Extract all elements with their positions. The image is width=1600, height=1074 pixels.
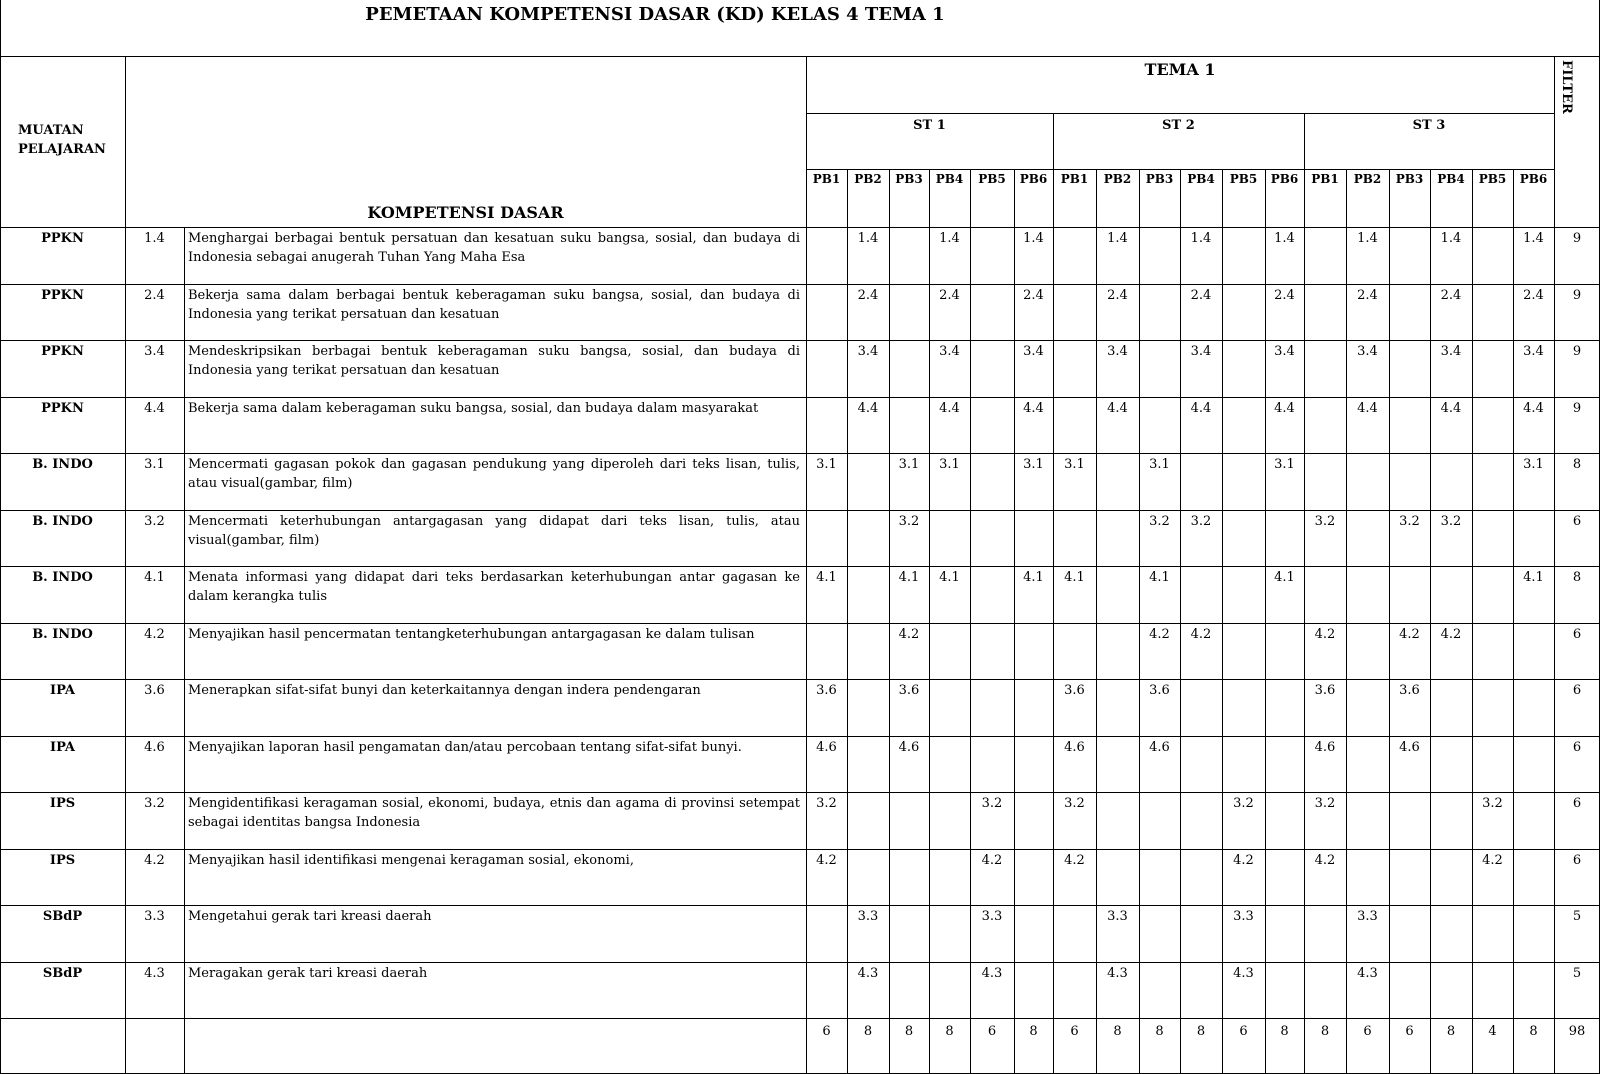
pb-value-cell: 3.2: [1482, 796, 1503, 811]
kd-description-cell: Menyajikan hasil identifikasi mengenai keragaman sosial, ekonomi,: [188, 853, 634, 868]
pb-value-cell: 4.2: [1399, 627, 1420, 642]
total-count-cell: 6: [987, 1024, 997, 1039]
total-count-cell: 8: [945, 1024, 954, 1039]
pb-value-cell: 4.2: [816, 853, 837, 868]
pb-value-cell: 3.1: [1149, 457, 1170, 472]
pb-value-cell: 3.6: [1314, 683, 1336, 698]
pb-value-cell: 4.2: [1314, 853, 1336, 868]
pb-value-cell: 1.4: [1357, 231, 1378, 246]
pb-value-cell: 3.3: [857, 909, 879, 924]
pb-column-header: PB5: [1229, 172, 1258, 186]
pb-value-cell: 3.1: [1274, 457, 1295, 472]
filter-count-cell: 9: [1572, 401, 1582, 416]
grid-line: [0, 284, 1600, 285]
kd-code-cell: 3.3: [144, 909, 165, 924]
kd-code-cell: 1.4: [144, 231, 165, 246]
grid-line: [0, 227, 1600, 228]
kd-code-cell: 4.6: [144, 740, 165, 755]
pb-value-cell: 4.4: [857, 401, 879, 416]
total-count-cell: 6: [1363, 1024, 1372, 1039]
filter-count-cell: 5: [1572, 966, 1582, 981]
kd-code-cell: 3.4: [144, 344, 165, 359]
pb-value-cell: 3.2: [1190, 514, 1212, 529]
pb-value-cell: 4.3: [1357, 966, 1378, 981]
grid-line: [0, 623, 1600, 624]
grid-line: [0, 962, 1600, 963]
total-count-cell: 8: [1155, 1024, 1164, 1039]
pb-column-header: PB5: [1478, 172, 1507, 186]
total-count-cell: 8: [1113, 1024, 1122, 1039]
subject-cell: IPS: [49, 796, 76, 811]
pb-value-cell: 4.3: [1107, 966, 1128, 981]
pb-column-header: PB3: [1395, 172, 1424, 186]
pb-column-header: PB6: [1019, 172, 1048, 186]
grid-line: [0, 792, 1600, 793]
kompetensi-dasar-header: KOMPETENSI DASAR: [367, 203, 564, 222]
pb-value-cell: 3.3: [981, 909, 1003, 924]
subject-cell: IPS: [49, 853, 76, 868]
pb-value-cell: 3.2: [981, 796, 1003, 811]
total-count-cell: 4: [1488, 1024, 1497, 1039]
pb-value-cell: 1.4: [1107, 231, 1128, 246]
pb-value-cell: 4.2: [1149, 627, 1170, 642]
pb-value-cell: 4.3: [1233, 966, 1254, 981]
total-count-cell: 6: [822, 1024, 831, 1039]
pb-value-cell: 2.4: [1023, 288, 1044, 303]
subject-cell: SBdP: [42, 966, 83, 981]
grid-line: [1472, 169, 1473, 1073]
pb-value-cell: 2.4: [857, 288, 879, 303]
kd-description-cell: Mendeskripsikan berbagai bentuk keberagaman suku bangsa, sosial, dan budaya di Indonesia yang terikat persatuan dan kesatuan: [188, 344, 800, 378]
grid-line: [0, 849, 1600, 850]
subject-cell: B. INDO: [32, 627, 93, 642]
pb-value-cell: 4.2: [1482, 853, 1503, 868]
pb-value-cell: 3.3: [1233, 909, 1254, 924]
filter-count-cell: 6: [1572, 796, 1582, 811]
total-count-cell: 8: [1320, 1024, 1330, 1039]
page-title: PEMETAAN KOMPETENSI DASAR (KD) KELAS 4 TEMA 1: [365, 4, 945, 25]
pb-value-cell: 3.4: [1440, 344, 1462, 359]
pb-value-cell: 4.6: [898, 740, 920, 755]
pb-value-cell: 2.4: [1107, 288, 1128, 303]
pb-value-cell: 4.1: [1274, 570, 1295, 585]
grid-line: [806, 56, 807, 1073]
filter-count-cell: 9: [1572, 344, 1582, 359]
pb-value-cell: 4.2: [1190, 627, 1212, 642]
grid-line: [1139, 169, 1140, 1073]
pb-value-cell: 3.2: [1440, 514, 1462, 529]
filter-count-cell: 6: [1572, 853, 1582, 868]
pb-value-cell: 3.2: [1314, 796, 1336, 811]
pb-value-cell: 4.2: [1064, 853, 1085, 868]
filter-count-cell: 6: [1572, 627, 1582, 642]
total-count-cell: 6: [1405, 1024, 1414, 1039]
pb-value-cell: 3.2: [1399, 514, 1420, 529]
pb-value-cell: 3.2: [898, 514, 920, 529]
kd-description-cell: Menyajikan hasil pencermatan tentangketerhubungan antargagasan ke dalam tulisan: [188, 627, 755, 642]
filter-count-cell: 6: [1572, 514, 1582, 529]
pb-value-cell: 4.6: [1314, 740, 1336, 755]
pb-value-cell: 4.4: [1357, 401, 1378, 416]
pb-value-cell: 3.2: [1149, 514, 1170, 529]
subtema-header: ST 2: [1162, 118, 1195, 133]
kd-description-cell: Mengetahui gerak tari kreasi daerah: [188, 909, 432, 924]
pb-value-cell: 1.4: [939, 231, 960, 246]
filter-count-cell: 9: [1572, 288, 1582, 303]
grid-line: [806, 113, 1554, 114]
total-count-cell: 8: [1196, 1024, 1206, 1039]
pb-value-cell: 1.4: [1440, 231, 1462, 246]
grid-line: [0, 736, 1600, 737]
pb-value-cell: 3.4: [939, 344, 960, 359]
total-count-cell: 8: [1029, 1024, 1038, 1039]
pb-value-cell: 4.4: [1440, 401, 1462, 416]
pb-value-cell: 4.4: [1023, 401, 1044, 416]
pb-value-cell: 3.1: [1064, 457, 1085, 472]
subject-cell: PPKN: [41, 231, 84, 246]
grid-line: [0, 340, 1600, 341]
kd-code-cell: 4.1: [144, 570, 165, 585]
pb-value-cell: 4.1: [898, 570, 920, 585]
pb-value-cell: 1.4: [1023, 231, 1044, 246]
filter-header: FILTER: [1559, 60, 1574, 114]
pb-column-header: PB2: [854, 172, 882, 186]
kd-description-cell: Menata informasi yang didapat dari teks berdasarkan keterhubungan antar gagasan ke dalam kerangka tulis: [188, 570, 800, 604]
pb-value-cell: 4.1: [1149, 570, 1170, 585]
kd-code-cell: 3.6: [144, 683, 165, 698]
grid-line: [0, 1018, 1600, 1019]
pb-value-cell: 1.4: [1523, 231, 1544, 246]
filter-count-cell: 6: [1572, 740, 1582, 755]
filter-count-cell: 5: [1572, 909, 1582, 924]
pb-value-cell: 4.2: [1314, 627, 1336, 642]
grid-line: [889, 169, 890, 1073]
pb-value-cell: 4.3: [857, 966, 879, 981]
pb-value-cell: 4.6: [1399, 740, 1420, 755]
total-count-cell: 8: [1280, 1024, 1289, 1039]
kd-description-cell: Bekerja sama dalam keberagaman suku bangsa, sosial, dan budaya dalam masyarakat: [188, 401, 759, 416]
kd-code-cell: 3.1: [144, 457, 165, 472]
pb-value-cell: 2.4: [1190, 288, 1212, 303]
pb-value-cell: 3.6: [1149, 683, 1170, 698]
pb-value-cell: 3.4: [1357, 344, 1378, 359]
pb-value-cell: 4.3: [981, 966, 1003, 981]
pb-value-cell: 3.2: [1233, 796, 1254, 811]
pb-value-cell: 4.4: [1523, 401, 1544, 416]
subject-cell: B. INDO: [32, 570, 93, 585]
pb-value-cell: 4.1: [939, 570, 960, 585]
grid-line: [0, 510, 1600, 511]
subject-cell: IPA: [50, 740, 75, 755]
filter-count-cell: 6: [1572, 683, 1582, 698]
kd-code-cell: 4.2: [144, 853, 165, 868]
pb-value-cell: 4.4: [939, 401, 960, 416]
grid-line: [1053, 113, 1054, 1073]
grid-line: [970, 169, 971, 1073]
pb-value-cell: 3.4: [1023, 344, 1044, 359]
pb-value-cell: 3.1: [816, 457, 837, 472]
pb-value-cell: 4.2: [1233, 853, 1254, 868]
pb-value-cell: 2.4: [1274, 288, 1295, 303]
kd-description-cell: Mencermati gagasan pokok dan gagasan pendukung yang diperoleh dari teks lisan, tulis, atau visual(gambar, film): [188, 457, 800, 491]
grid-line: [0, 566, 1600, 567]
kd-description-cell: Menghargai berbagai bentuk persatuan dan kesatuan suku bangsa, sosial, dan budaya di Indonesia sebagai anugerah Tuhan Yang Maha Esa: [188, 231, 800, 265]
grid-line: [0, 397, 1600, 398]
pb-column-header: PB6: [1519, 172, 1548, 186]
kd-description-cell: Menerapkan sifat-sifat bunyi dan keterkaitannya dengan indera pendengaran: [188, 683, 701, 698]
grid-line: [0, 679, 1600, 680]
pb-value-cell: 4.4: [1190, 401, 1212, 416]
total-count-cell: 8: [1529, 1024, 1538, 1039]
subject-cell: IPA: [50, 683, 75, 698]
pb-value-cell: 4.6: [816, 740, 837, 755]
grid-line: [0, 56, 1600, 57]
kd-code-cell: 3.2: [144, 796, 165, 811]
grand-total-cell: 98: [1568, 1024, 1586, 1039]
kd-description-cell: Menyajikan laporan hasil pengamatan dan/atau percobaan tentang sifat-sifat bunyi.: [188, 740, 742, 755]
muatan-pelajaran-header: MUATAN PELAJARAN: [18, 123, 106, 157]
pb-value-cell: 4.6: [1149, 740, 1170, 755]
tema-header: TEMA 1: [1144, 60, 1216, 79]
kd-code-cell: 4.3: [144, 966, 165, 981]
subject-cell: PPKN: [41, 401, 84, 416]
kd-code-cell: 4.4: [144, 401, 165, 416]
subject-cell: PPKN: [41, 344, 84, 359]
pb-value-cell: 3.1: [898, 457, 920, 472]
grid-line: [1222, 169, 1223, 1073]
pb-value-cell: 4.6: [1064, 740, 1085, 755]
pb-value-cell: 4.1: [816, 570, 837, 585]
grid-line: [1389, 169, 1390, 1073]
pb-value-cell: 2.4: [939, 288, 960, 303]
pb-value-cell: 4.1: [1064, 570, 1085, 585]
pb-column-header: PB1: [812, 172, 841, 186]
pb-value-cell: 4.4: [1107, 401, 1128, 416]
pb-column-header: PB6: [1270, 172, 1299, 186]
pb-column-header: PB4: [1187, 172, 1215, 186]
pb-value-cell: 3.3: [1357, 909, 1378, 924]
kd-description-cell: Mencermati keterhubungan antargagasan yang didapat dari teks lisan, tulis, atau visual(gambar, film): [188, 514, 800, 548]
pb-value-cell: 3.1: [939, 457, 960, 472]
pb-value-cell: 4.2: [1440, 627, 1462, 642]
filter-count-cell: 8: [1572, 570, 1582, 585]
kd-code-cell: 4.2: [144, 627, 165, 642]
pb-value-cell: 3.1: [1023, 457, 1044, 472]
pb-value-cell: 3.4: [1190, 344, 1212, 359]
grid-line: [0, 453, 1600, 454]
pb-value-cell: 3.2: [1064, 796, 1085, 811]
pb-value-cell: 2.4: [1440, 288, 1462, 303]
pb-value-cell: 3.6: [898, 683, 920, 698]
pb-value-cell: 2.4: [1357, 288, 1378, 303]
pb-value-cell: 4.2: [898, 627, 920, 642]
pb-value-cell: 3.4: [1523, 344, 1544, 359]
subject-cell: PPKN: [41, 288, 84, 303]
subtema-header: ST 3: [1412, 118, 1446, 133]
pb-value-cell: 3.4: [857, 344, 879, 359]
pb-value-cell: 4.1: [1523, 570, 1544, 585]
subject-cell: B. INDO: [32, 514, 93, 529]
pb-value-cell: 1.4: [857, 231, 879, 246]
pb-column-header: PB3: [1145, 172, 1174, 186]
pb-column-header: PB3: [895, 172, 923, 186]
pb-column-header: PB5: [978, 172, 1006, 186]
subject-cell: B. INDO: [32, 457, 93, 472]
kd-description-cell: Bekerja sama dalam berbagai bentuk keberagaman suku bangsa, sosial, dan budaya di Indonesia yang terikat persatuan dan kesatuan: [188, 288, 800, 322]
pb-value-cell: 3.2: [1314, 514, 1336, 529]
pb-value-cell: 3.4: [1274, 344, 1295, 359]
kd-code-cell: 3.2: [144, 514, 165, 529]
subject-cell: SBdP: [42, 909, 83, 924]
pb-value-cell: 1.4: [1274, 231, 1295, 246]
pb-value-cell: 3.6: [1399, 683, 1420, 698]
pb-value-cell: 4.4: [1274, 401, 1295, 416]
kd-description-cell: Meragakan gerak tari kreasi daerah: [188, 966, 428, 981]
pb-value-cell: 3.1: [1523, 457, 1544, 472]
grid-line: [1304, 113, 1305, 1073]
pb-value-cell: 4.2: [981, 853, 1003, 868]
grid-line: [0, 905, 1600, 906]
pb-column-header: PB4: [935, 172, 964, 186]
pb-value-cell: 4.1: [1023, 570, 1044, 585]
pb-column-header: PB2: [1353, 172, 1382, 186]
pb-column-header: PB2: [1103, 172, 1132, 186]
total-count-cell: 8: [904, 1024, 914, 1039]
pb-value-cell: 3.6: [1064, 683, 1085, 698]
total-count-cell: 8: [1446, 1024, 1456, 1039]
total-count-cell: 8: [863, 1024, 873, 1039]
pb-value-cell: 2.4: [1523, 288, 1544, 303]
pb-value-cell: 1.4: [1190, 231, 1212, 246]
pb-column-header: PB1: [1311, 172, 1339, 186]
pb-value-cell: 3.6: [816, 683, 837, 698]
kd-code-cell: 2.4: [144, 288, 165, 303]
pb-value-cell: 3.3: [1107, 909, 1128, 924]
total-count-cell: 6: [1239, 1024, 1248, 1039]
pb-column-header: PB1: [1060, 172, 1089, 186]
pb-value-cell: 3.4: [1107, 344, 1128, 359]
total-count-cell: 6: [1070, 1024, 1079, 1039]
subtema-header: ST 1: [913, 118, 946, 133]
filter-count-cell: 8: [1572, 457, 1582, 472]
pb-column-header: PB4: [1437, 172, 1465, 186]
kd-description-cell: Mengidentifikasi keragaman sosial, ekonomi, budaya, etnis dan agama di provinsi setempat sebagai identitas bangsa Indonesia: [188, 796, 800, 830]
pb-value-cell: 3.2: [816, 796, 837, 811]
filter-count-cell: 9: [1572, 231, 1582, 246]
